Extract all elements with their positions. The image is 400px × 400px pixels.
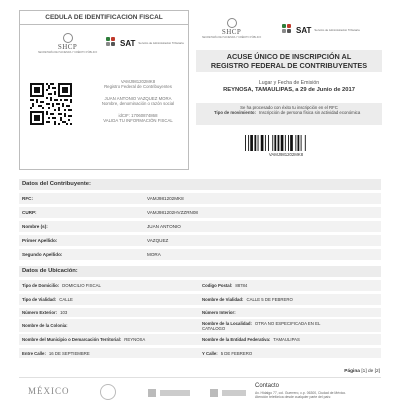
field-value: TAMAULIPAS xyxy=(273,337,300,342)
field-label: Número Interior: xyxy=(202,310,236,315)
sat-logo: SAT Servicio de Administración Tributaria xyxy=(106,37,184,49)
field-value: VAMJ981202HVZZRN08 xyxy=(147,210,198,215)
field-value: VAMJ981202MK8 xyxy=(147,196,184,201)
aviso-box xyxy=(196,103,382,125)
cedula-idcif: idCIF: 17060874868 xyxy=(118,112,158,118)
table-row xyxy=(19,294,381,305)
cedula-rfc: VAMJ981202MK8 xyxy=(120,79,156,84)
field-value: 88784 xyxy=(235,283,248,288)
cedula-name-caption: Nombre, denominación o razón social xyxy=(101,101,175,107)
ubicacion-heading: Datos de Ubicación: xyxy=(19,266,381,277)
field-label: RFC: xyxy=(22,196,33,201)
contacto-address: Av. Hidalgo 77, col. Guerrero, c.p. 06300, Ciudad de México. Atención telefónica desde cualquier parte del país: xyxy=(255,391,347,399)
field-label: Nombre de la Localidad: xyxy=(202,320,252,326)
shcp-logo: SHCP SECRETARÍA DE HACIENDA Y CRÉDITO PÚBLICO xyxy=(38,33,97,54)
cedula-title: CEDULA DE IDENTIFICACION FISCAL xyxy=(20,11,188,25)
field-value: CALLE 5 DE FEBRERO xyxy=(246,297,293,302)
field-value: OTRA NO ESPECIFICADA EN EL xyxy=(254,320,321,326)
field-label: Tipo de Domicilio: xyxy=(22,283,60,288)
field-label: Nombre (s): xyxy=(22,224,48,229)
cedula-card xyxy=(19,10,189,170)
field-value: CALLE xyxy=(59,297,73,302)
footer-mexico-logo: MÉXICO xyxy=(28,386,70,396)
table-row xyxy=(19,249,381,260)
field-label: Y Calle: xyxy=(202,350,218,356)
table-row xyxy=(19,308,381,317)
field-label: Entre Calle: xyxy=(22,350,46,356)
seal-icon xyxy=(100,384,116,400)
field-label: CURP: xyxy=(22,210,37,215)
field-label: Nombre de la Entidad Federativa: xyxy=(202,337,271,342)
field-value: MORA xyxy=(147,252,161,257)
field-value: 103 xyxy=(60,310,68,315)
lugar-value: REYNOSA, TAMAULIPAS, a 29 de Junio de 2017 xyxy=(223,87,355,93)
movimiento-value: Inscripción de persona física sin actividad económica xyxy=(258,110,361,116)
table-row xyxy=(19,348,381,358)
table-row xyxy=(19,207,381,218)
footer-divider xyxy=(19,377,381,378)
aviso-message: Se ha procesado con éxito tu inscripción en el RFC xyxy=(240,105,338,110)
cedula-logos xyxy=(20,29,188,59)
field-label: Segundo Apellido: xyxy=(22,252,63,257)
cedula-rfc-caption: Registro Federal de Contribuyentes xyxy=(104,84,172,90)
field-value: 5 DE FEBRERO xyxy=(220,350,253,356)
sat-mark-icon xyxy=(282,24,294,36)
cedula-name: JUAN ANTONIO VAZQUEZ MORA xyxy=(104,95,172,101)
eagle-emblem-icon xyxy=(63,33,73,43)
field-value: VAZQUEZ xyxy=(147,238,169,243)
lugar-label: Lugar y Fecha de Emisión xyxy=(258,80,320,86)
field-value: 16 DE SEPTIEMBRE xyxy=(48,350,90,356)
acuse-title: ACUSE ÚNICO DE INSCRIPCIÓN AL REGISTRO FEDERAL DE CONTRIBUYENTES xyxy=(196,50,382,72)
field-label: Primer Apellido: xyxy=(22,238,58,243)
acuse-sat-logo: SAT Servicio de Administración Tributaria xyxy=(282,24,360,36)
acuse-logos xyxy=(196,18,386,46)
sat-mark-icon xyxy=(106,37,118,49)
footer-sat-logo xyxy=(140,386,250,400)
field-label: Codigo Postal: xyxy=(202,283,233,288)
field-label: Nombre de Vialidad: xyxy=(202,297,244,302)
field-value: JUAN ANTONIO xyxy=(147,224,181,229)
table-row xyxy=(19,319,381,332)
barcode-text: VAMJ981202MK8 xyxy=(268,152,304,157)
table-row xyxy=(19,334,381,345)
valida-link[interactable]: VALIDA TU INFORMACIÓN FISCAL xyxy=(103,118,173,124)
field-value: REYNOSA xyxy=(124,337,146,342)
table-row xyxy=(19,280,381,291)
field-label: Nombre del Municipio o Demarcación Territorial: xyxy=(22,337,122,342)
table-row xyxy=(19,193,381,204)
table-row xyxy=(19,221,381,232)
field-label: Número Exterior: xyxy=(22,310,58,315)
table-row xyxy=(19,235,381,246)
contribuyente-heading: Datos del Contribuyente: xyxy=(19,179,381,190)
qr-code xyxy=(30,83,72,125)
eagle-emblem-icon xyxy=(227,18,237,28)
barcode xyxy=(244,135,328,151)
field-value: DOMICILIO FISCAL xyxy=(62,283,101,288)
cedula-info xyxy=(88,79,188,123)
acuse-shcp-logo: SHCP SECRETARÍA DE HACIENDA Y CRÉDITO PÚBLICO xyxy=(202,18,261,39)
field-value: CATALOGO xyxy=(202,325,226,331)
field-label: Nombre de la Colonia: xyxy=(22,323,68,328)
movimiento-label: Tipo de movimiento: xyxy=(214,110,256,116)
page-number: Página [1] de [2] xyxy=(344,369,380,374)
field-label: Tipo de Vialidad: xyxy=(22,297,57,302)
contacto-heading: Contacto xyxy=(255,383,280,389)
